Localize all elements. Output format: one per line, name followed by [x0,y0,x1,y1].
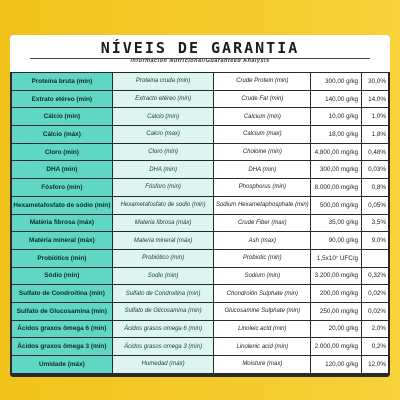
nutrient-percent: 0,02% [362,285,388,302]
nutrient-amount: 4.800,00 mg/kg [311,144,361,161]
page-subtitle: Informacion Nutricional/Guaranteed Analysis [130,58,270,64]
nutrient-name-en: Sodium Hexametaphosphate (min) [214,197,310,214]
nutrient-name-en: Sodium (min) [214,268,310,285]
nutrient-amount: 1,5x10⁷ UFC/g [311,250,361,267]
nutrient-name-es: Proteina cruda (min) [113,73,214,90]
nutrient-name-es: Fósforo (min) [113,179,214,196]
nutrient-name-en: Choloine (min) [214,144,310,161]
nutrient-percent: 0,8% [362,179,388,196]
nutrient-name-pt: Matéria fibrosa (máx) [12,215,112,232]
nutrient-name-pt: Extrato etéreo (min) [12,91,112,108]
nutrient-name-en: Probiotic (min) [214,250,310,267]
table-row [12,285,388,302]
nutrient-name-pt: Cloro (min) [12,144,112,161]
nutrient-amount: 20,00 g/kg [311,321,361,338]
nutrient-percent: 0,2% [362,338,388,355]
nutrient-amount: 500,00 mg/kg [311,197,361,214]
table-row [12,197,388,214]
guaranteed-analysis-table [10,35,390,377]
nutrient-name-en: Crude Fiber (max) [214,215,310,232]
nutrient-name-en: Calcium (min) [214,108,310,125]
nutrient-percent: 2,0% [362,321,388,338]
table-row [12,303,388,320]
table-row [12,250,388,267]
table-row [12,108,388,125]
nutrient-percent: 0,03% [362,161,388,178]
nutrient-percent: 0,32% [362,268,388,285]
table-row [12,144,388,161]
nutrient-percent: 1,8% [362,126,388,143]
nutrient-name-pt: Matéria mineral (máx) [12,232,112,249]
nutrient-name-es: Humedad (máx) [113,356,214,373]
nutrient-amount: 10,00 g/kg [311,108,361,125]
nutrient-name-pt: Probiótico (min) [12,250,112,267]
nutrient-name-pt: Sódio (min) [12,268,112,285]
nutrient-amount: 90,00 g/kg [311,232,361,249]
table-body [12,73,388,374]
table-row [12,356,388,373]
nutrient-amount: 250,00 mg/kg [311,303,361,320]
nutrient-name-pt: Fósforo (min) [12,179,112,196]
nutrient-name-en: Linoleic acid (min) [214,321,310,338]
nutrient-name-es: Hexametafosfato de sodio (min) [113,197,214,214]
nutrient-name-en: Crude Protein (min) [214,73,310,90]
nutrient-percent: 14,0% [362,91,388,108]
nutrient-amount: 8.000,00 mg/kg [311,179,361,196]
nutrient-percent [362,250,388,267]
table-row [12,215,388,232]
nutrient-name-en: DHA (min) [214,161,310,178]
nutrient-name-es: Calcio (min) [113,108,214,125]
nutrient-name-es: DHA (min) [113,161,214,178]
nutrient-name-es: Extracto etéreo (min) [113,91,214,108]
nutrient-name-pt: Cálcio (min) [12,108,112,125]
nutrient-name-pt: Sulfato de Condroitina (min) [12,285,112,302]
nutrient-name-es: Sulfato de Condroitina (min) [113,285,214,302]
nutrient-name-en: Ash (max) [214,232,310,249]
nutrient-name-en: Crude Fat (min) [214,91,310,108]
table-row [12,338,388,355]
table-row [12,161,388,178]
nutrient-percent: 3,5% [362,215,388,232]
nutrient-name-es: Cloro (min) [113,144,214,161]
nutrient-amount: 300,00 mg/kg [311,161,361,178]
nutrient-amount: 2.000,00 mg/kg [311,338,361,355]
nutrient-name-pt: Ácidos graxos ômega 3 (min) [12,338,112,355]
nutrient-name-es: Materia mineral (máx) [113,232,214,249]
nutrient-name-en: Moisture (max) [214,356,310,373]
nutrient-name-es: Sodio (min) [113,268,214,285]
nutrient-amount: 140,00 g/kg [311,91,361,108]
nutrient-percent: 0,02% [362,303,388,320]
nutrient-name-es: Materia fibrosa (máx) [113,215,214,232]
nutrient-name-en: Chondroitin Sulphate (min) [214,285,310,302]
table-row [12,73,388,90]
header-divider [30,58,370,59]
table-row [12,126,388,143]
nutrient-name-en: Calcium (max) [214,126,310,143]
nutrient-name-es: Sulfato de Glicosamina (min) [113,303,214,320]
nutrient-name-en: Linolenic acid (min) [214,338,310,355]
nutrient-name-en: Glucosamine Sulphate (min) [214,303,310,320]
table-row [12,321,388,338]
nutrient-amount: 300,00 g/kg [311,73,361,90]
nutrient-name-pt: Sulfato de Glucosamina (min) [12,303,112,320]
nutrient-amount: 3.200,00 mg/kg [311,268,361,285]
nutrient-name-es: Ácidos grasos omega 3 (min) [113,338,214,355]
nutrient-percent: 0,48% [362,144,388,161]
table-row [12,91,388,108]
nutrient-name-es: Probiótico (min) [113,250,214,267]
nutrient-percent: 0,05% [362,197,388,214]
table-row [12,179,388,196]
nutrient-name-en: Phosphorus (min) [214,179,310,196]
page-title: NÍVEIS DE GARANTIA [100,39,300,57]
table-header [10,35,390,72]
nutrient-name-pt: Umidade (máx) [12,356,112,373]
nutrient-amount: 200,00 mg/kg [311,285,361,302]
nutrient-percent: 1,0% [362,108,388,125]
nutrient-percent: 12,0% [362,356,388,373]
nutrient-amount: 120,00 g/kg [311,356,361,373]
table-row [12,232,388,249]
table-row [12,268,388,285]
nutrient-name-pt: Cálcio (máx) [12,126,112,143]
nutrient-name-es: Calcio (max) [113,126,214,143]
nutrient-name-pt: Hexametafosfato de sódio (min) [12,197,112,214]
nutrient-name-pt: Proteína bruta (min) [12,73,112,90]
nutrient-percent: 30,0% [362,73,388,90]
nutrient-amount: 18,00 g/kg [311,126,361,143]
nutrient-amount: 35,00 g/kg [311,215,361,232]
nutrient-name-es: Ácidos grasos omega 6 (min) [113,321,214,338]
nutrient-name-pt: DHA (min) [12,161,112,178]
nutrient-name-pt: Ácidos graxos ômega 6 (min) [12,321,112,338]
nutrient-percent: 9,0% [362,232,388,249]
